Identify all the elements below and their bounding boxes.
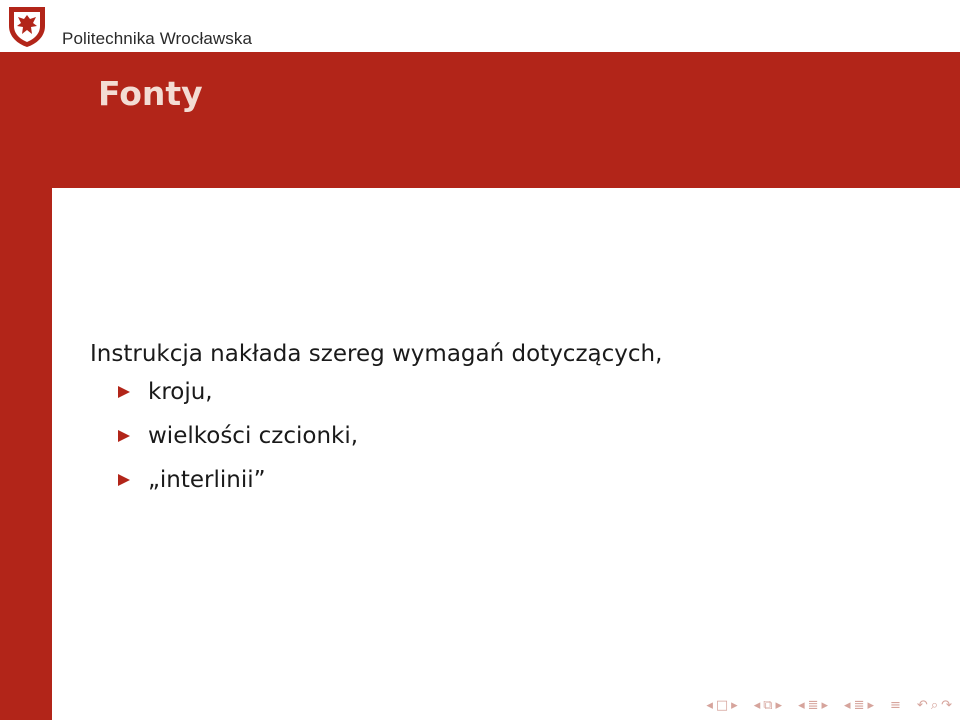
subsection-icon[interactable]: ⧉ [763, 697, 773, 713]
arrow-left-icon[interactable]: ◂ [844, 697, 851, 713]
header-bar [0, 0, 960, 52]
arrow-right-icon[interactable]: ▸ [731, 697, 738, 713]
align-icon[interactable]: ≡ [890, 697, 901, 713]
list-item [118, 420, 930, 452]
arrow-left-icon[interactable]: ◂ [753, 697, 761, 713]
arrow-left-icon[interactable]: ◂ [798, 697, 805, 713]
arrow-left-icon[interactable]: ◂ [706, 697, 713, 713]
sidebar-stripe [0, 52, 52, 720]
bullet-list [90, 376, 930, 496]
list-item-text: wielkości czcionki, [148, 423, 359, 449]
arrow-right-icon[interactable]: ▸ [821, 697, 829, 713]
subsection-icon[interactable]: ≣ [853, 697, 865, 713]
list-item [118, 376, 930, 408]
bullet-triangle-icon [118, 430, 130, 442]
slide-content [90, 338, 930, 508]
navigation-bar [706, 696, 952, 714]
section-icon[interactable]: ≣ [807, 697, 819, 713]
org-name: Politechnika Wrocławska [62, 29, 253, 48]
list-item-text: „interlinii” [148, 467, 266, 493]
bullet-triangle-icon [118, 386, 130, 398]
forward-icon[interactable]: ↷ [941, 697, 952, 713]
list-item-text: kroju, [148, 379, 213, 405]
arrow-right-icon[interactable]: ▸ [775, 697, 783, 713]
bullet-triangle-icon [118, 474, 130, 486]
back-icon[interactable]: ↶ [916, 697, 928, 713]
title-bar [52, 52, 960, 188]
frame-icon[interactable]: □ [715, 697, 729, 713]
intro-text: Instrukcja nakłada szereg wymagań dotyczących, [90, 341, 663, 367]
arrow-right-icon[interactable]: ▸ [867, 697, 874, 713]
slide-title: Fonty [98, 74, 203, 113]
search-icon[interactable]: ⌕ [930, 697, 939, 713]
list-item [118, 464, 930, 496]
university-crest-icon [6, 4, 48, 48]
